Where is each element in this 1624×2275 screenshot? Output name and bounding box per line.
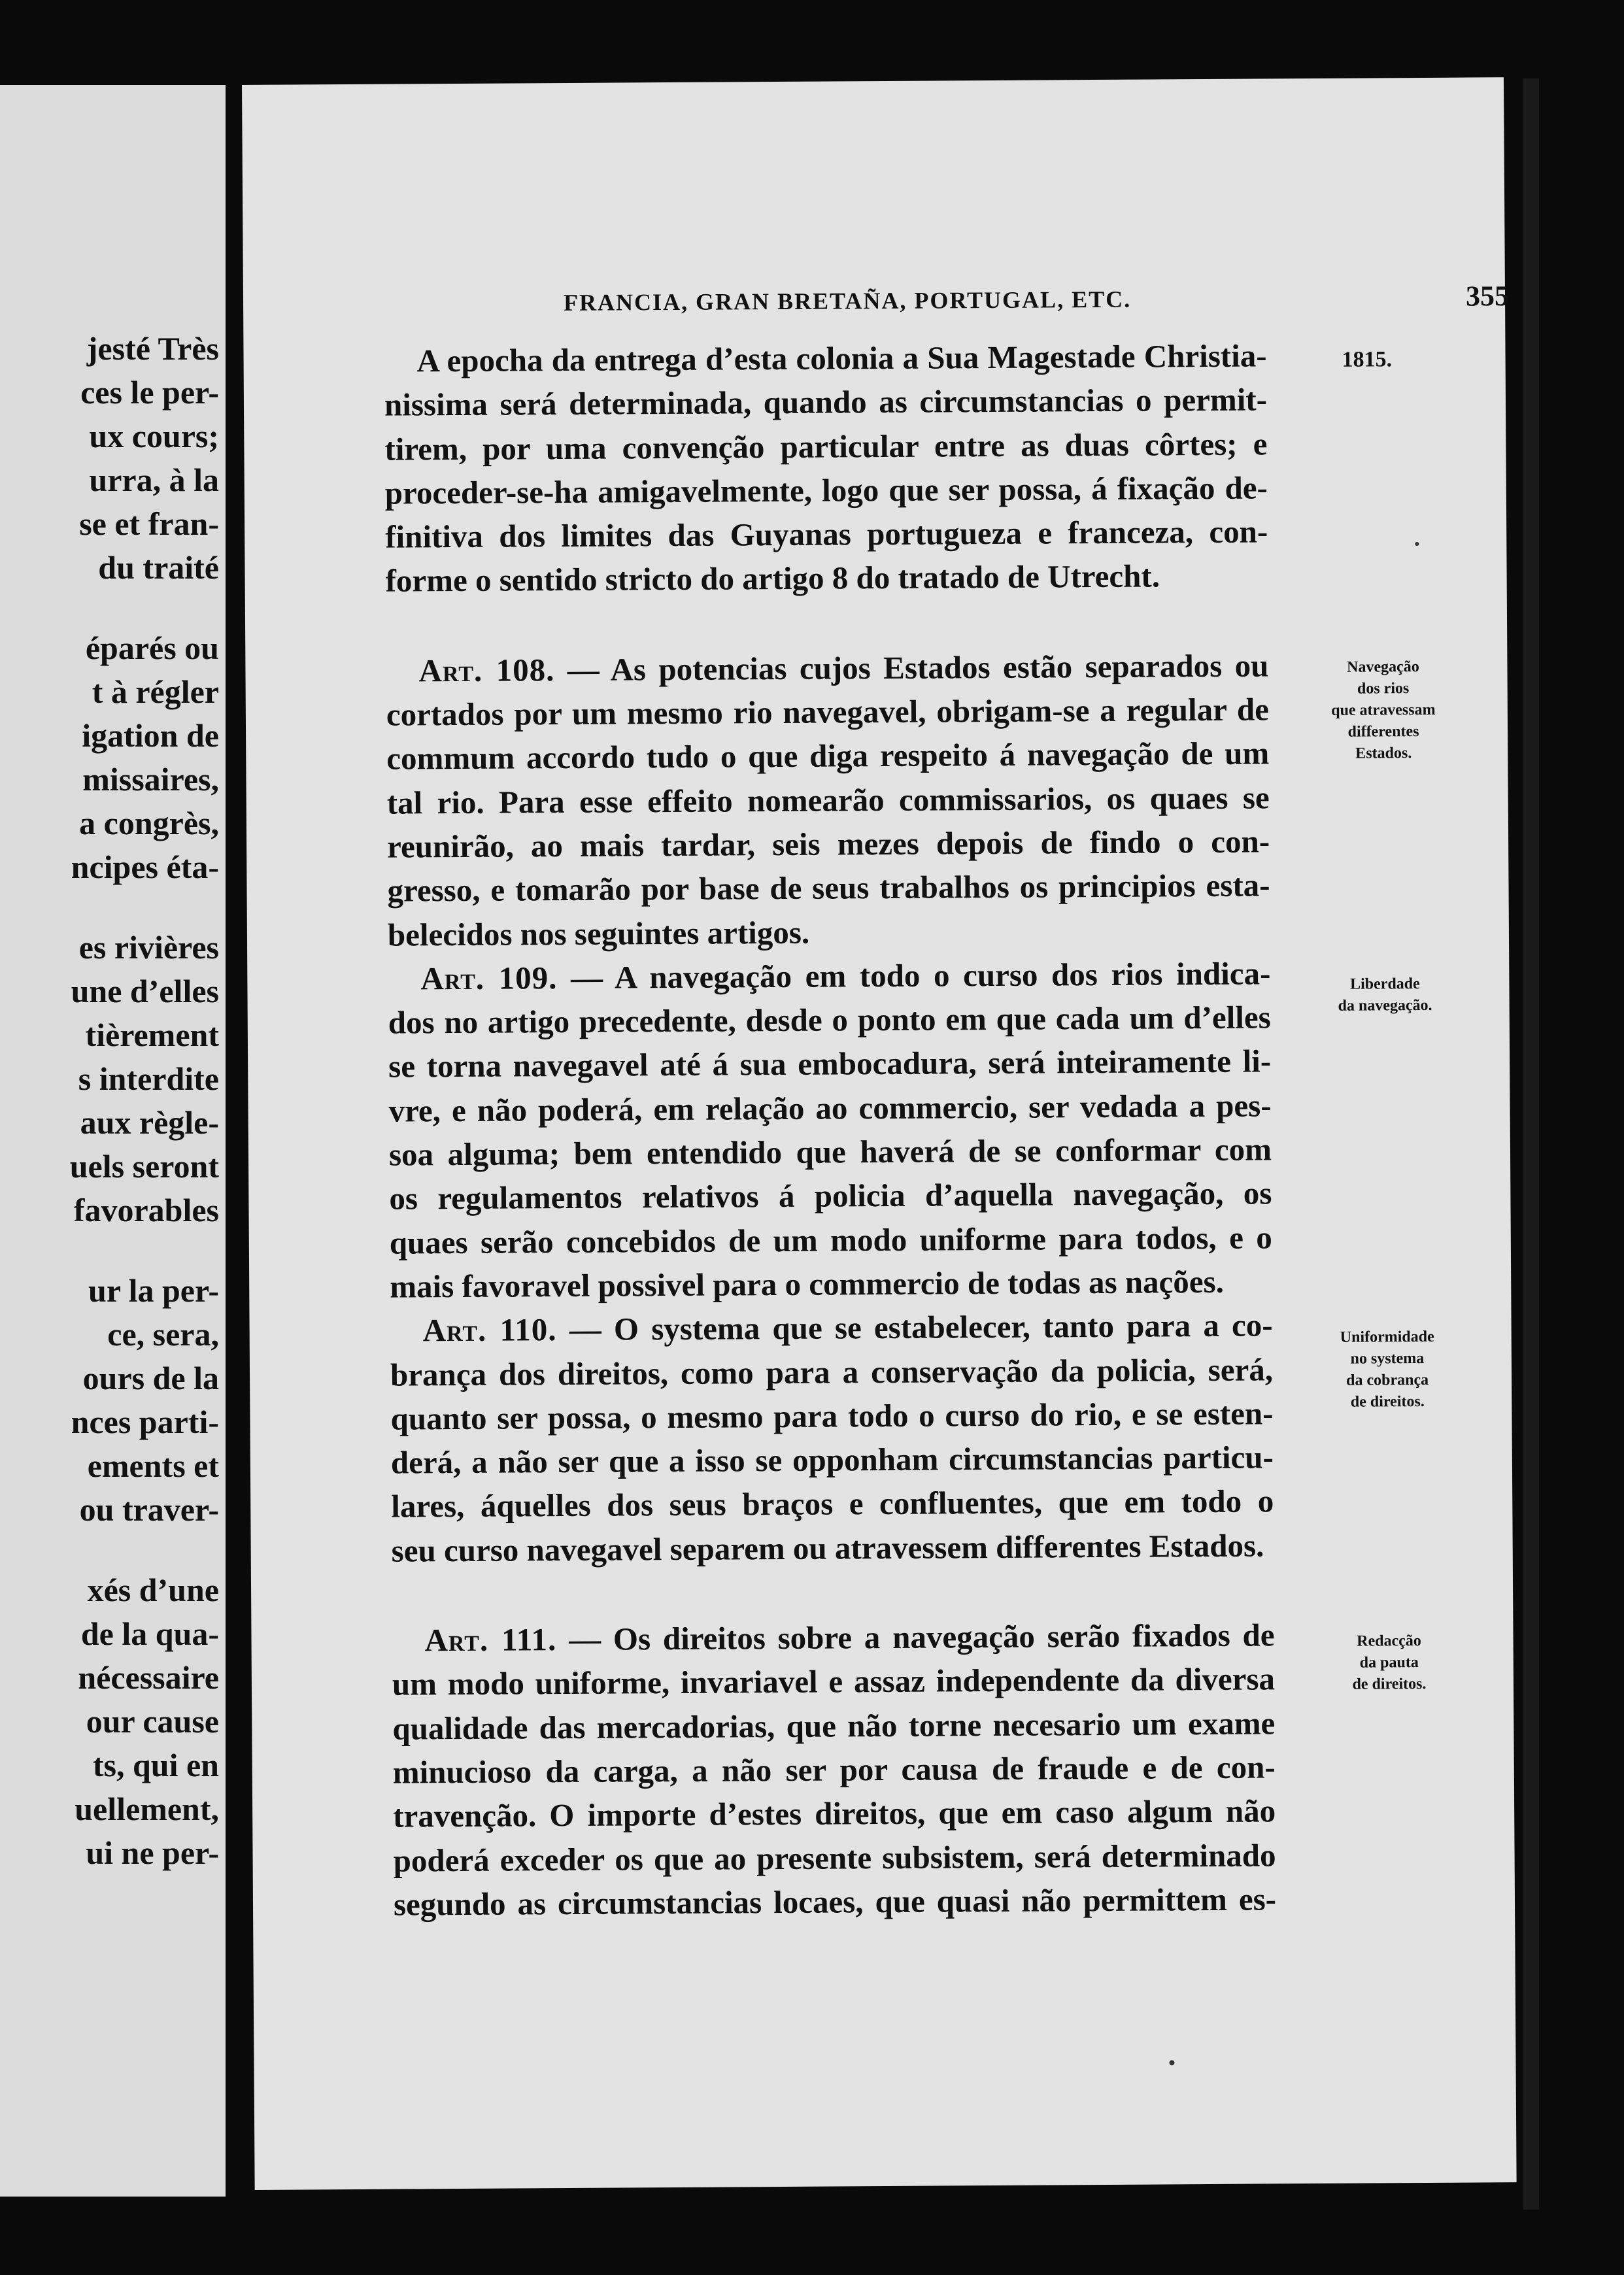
text-line: A epocha da entrega d’esta colonia a Sua Magestade Christia- [416,337,1267,379]
text-line [386,643,1268,693]
text-line: mais favoravel possivel para o commercio de todas as nações. [390,1263,1225,1305]
facing-page-left [0,85,226,2197]
text-line: se torna navegavel até á sua embocadura, será inteiramente li- [388,1043,1272,1085]
facing-line: ce, sera, [107,1316,219,1353]
text-line: gresso, e tomarão por base de seus trabalhos os principios esta- [387,867,1270,909]
margin-note-line: que atravessam [1331,701,1436,719]
text-line: brança dos direitos, como para a conservação da policia, será, [390,1351,1274,1393]
facing-line: our cause [86,1703,219,1740]
facing-line: nécessaire [78,1659,219,1696]
main-page [242,77,1517,2190]
text-line [390,1304,1272,1353]
text-line: quaes serão concebidos de um modo uniforme para todos, e o [389,1219,1272,1261]
facing-line: ur la per- [88,1272,219,1309]
text-line: reunirão, ao mais tardar, seis mezes depois de findo o con- [386,823,1270,865]
margin-note-line: Redacção [1357,1632,1421,1650]
margin-note-line: da navegação. [1338,996,1432,1015]
margin-note-uniformity [1306,1326,1470,1414]
facing-line: ements et [87,1447,219,1484]
text-line: segundo as circumstancias locaes, que quasi não permittem es- [393,1881,1277,1923]
margin-note-line: Navegação [1347,658,1419,676]
article-label: Art. 109. [420,959,558,997]
facing-line: aux règle- [80,1104,219,1141]
text-line: travenção. O importe d’estes direitos, que em caso algum não [393,1793,1276,1834]
margin-note-line: da pauta [1359,1654,1419,1672]
page-header [563,280,1512,316]
margin-note-line: no systema [1350,1349,1425,1368]
margin-note-line: dos rios [1357,680,1410,698]
text-line: nissima será determinada, quando as circumstancias o permit- [384,381,1268,423]
text-line: os regulamentos relativos á policia d’aquella navegação, os [389,1175,1272,1217]
facing-page-group [0,626,219,889]
text-line: lares, áquelles dos seus braços e confluentes, que em todo o [391,1483,1274,1525]
article-label: Art. 111. [424,1621,557,1659]
facing-line: xés d’une [87,1572,219,1608]
paragraph-intro [384,333,1268,603]
margin-note-line: Liberdade [1350,975,1420,993]
margin-note-line: de direitos. [1352,1675,1427,1693]
margin-note-line: da cobrança [1346,1371,1429,1389]
facing-line: ces le per- [80,374,219,411]
text-line: belecidos nos seguintes artigos. [387,914,810,953]
article-111 [392,1613,1276,1926]
facing-line: ux cours; [89,418,219,454]
facing-line: tièrement [85,1017,219,1053]
text-line: tal rio. Para esse effeito nomearão commissarios, os quaes se [386,779,1270,821]
text-line-rest: — As potencias cujos Estados estão separados ou [554,647,1269,688]
facing-page-group [0,1269,219,1532]
facing-line: de la qua- [80,1615,219,1652]
page-body [384,333,1276,1926]
facing-line: s interdite [78,1060,219,1097]
margin-note-line: Uniformidade [1340,1328,1434,1346]
facing-line: a congrès, [79,805,219,841]
text-line [388,951,1270,1001]
text-line-rest: — Os direitos sobre a navegação serão fixados de [556,1617,1275,1658]
text-line: tirem, por uma convenção particular entre as duas côrtes; e [384,426,1268,467]
facing-line: jesté Très [86,330,219,367]
facing-line: du traité [98,549,219,586]
text-line: cortados por um mesmo rio navegavel, obrigam-se a regular de [386,691,1270,733]
facing-line: igation de [82,717,219,754]
facing-page-text [0,327,219,1912]
margin-year: 1815. [1342,347,1393,372]
facing-line: ts, qui en [92,1747,219,1783]
facing-page-group [0,926,219,1232]
binding-shadow [1523,78,1539,2210]
text-line: seu curso navegavel separem ou atravessem differentes Estados. [391,1527,1264,1569]
facing-line: urra, à la [89,462,219,498]
running-title: FRANCIA, GRAN BRETAÑA, PORTUGAL, ETC. [563,286,1132,316]
text-line: forme o sentido stricto do artigo 8 do tratado de Utrecht. [385,558,1160,599]
facing-line: t à régler [92,673,219,710]
margin-note-line: differentes [1347,723,1419,741]
text-line: dos no artigo precedente, desde o ponto em que cada um d’elles [388,999,1271,1041]
facing-page-group [0,327,219,590]
article-label: Art. 108. [418,651,555,689]
text-line: finitiva dos limites das Guyanas portugueza e franceza, con- [385,513,1268,555]
facing-line: ui ne per- [86,1834,219,1871]
facing-line: uels seront [69,1148,219,1185]
facing-line: ours de la [82,1360,219,1396]
text-line: poderá exceder os que ao presente subsistem, será determinado [393,1836,1276,1879]
article-label: Art. 110. [422,1311,557,1349]
text-line: quanto ser possa, o mesmo para todo o curso do rio, e se esten- [390,1395,1274,1437]
text-line: minucioso da carga, a não ser por causa de fraude e de con- [392,1749,1276,1791]
text-line: um modo uniforme, invariavel e assaz independente da diversa [392,1660,1276,1702]
facing-line: es rivières [78,929,219,966]
facing-line: une d’elles [71,973,219,1009]
facing-line: missaires, [82,761,219,798]
text-line-rest: — O systema que se estabelecer, tanto para a co- [556,1307,1273,1348]
facing-line: uellement, [75,1791,219,1827]
facing-line: se et fran- [79,505,219,542]
facing-line: nces parti- [71,1404,219,1440]
text-line: soa alguma; bem entendido que haverá de se conformar com [388,1131,1272,1173]
margin-note-tariff [1307,1630,1471,1696]
ink-speck [1415,542,1419,546]
text-line [392,1613,1274,1662]
page-number: 355 [1465,280,1510,312]
margin-note-navigation [1301,656,1465,766]
ink-speck [1169,2060,1174,2065]
facing-line: ou traver- [79,1491,219,1528]
article-109 [388,951,1272,1309]
margin-note-line: Estados. [1355,745,1412,762]
article-108 [386,643,1270,956]
facing-page-group [0,1568,219,1875]
text-line: commum accordo tudo o que diga respeito á navegação de um [386,735,1270,777]
text-line: qualidade das mercadorias, que não torne necesario um exame [392,1705,1276,1747]
text-line: proceder-se-ha amigavelmente, logo que ser possa, á fixação de- [384,469,1268,511]
margin-note-freedom [1303,973,1466,1018]
facing-line: ncipes éta- [71,849,219,885]
text-line: vre, e não poderá, em relação ao commercio, ser vedada a pes- [388,1087,1272,1129]
facing-line: éparés ou [85,630,219,666]
facing-line: favorables [73,1192,219,1228]
text-line: derá, a não ser que a isso se opponham circumstancias particu- [390,1439,1274,1481]
text-line-rest: — A navegação em todo o curso dos rios indica- [557,955,1271,996]
margin-note-line: de direitos. [1350,1392,1425,1411]
article-110 [390,1304,1274,1573]
